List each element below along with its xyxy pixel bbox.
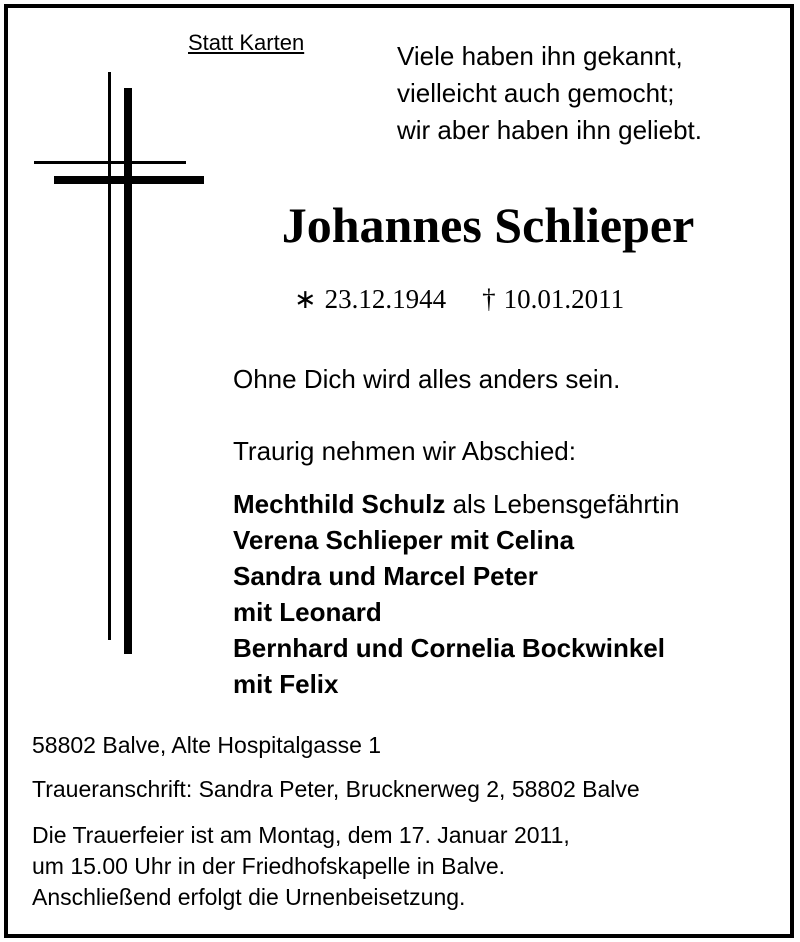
death-cross-icon: † <box>482 284 496 314</box>
mourner-line <box>233 594 680 630</box>
cross-thin-horizontal <box>34 161 186 164</box>
quote-line: wir aber haben ihn geliebt. <box>397 115 702 145</box>
mourner-line <box>233 522 680 558</box>
deceased-name: Johannes Schlieper <box>281 197 695 253</box>
mourner-name: mit Leonard <box>233 597 382 627</box>
cross-thick-vertical <box>124 88 132 654</box>
mourner-name: Mechthild Schulz <box>233 489 446 519</box>
cross-thin-vertical <box>108 72 111 640</box>
mourner-name: Verena Schlieper mit Celina <box>233 525 575 555</box>
mourner-line <box>233 486 680 522</box>
birth-date: 23.12.1944 <box>324 284 447 314</box>
mourner-name: Bernhard und Cornelia Bockwinkel <box>233 633 665 663</box>
quote <box>397 38 702 149</box>
motto: Ohne Dich wird alles anders sein. <box>233 364 621 394</box>
mourner-line <box>233 630 680 666</box>
quote-line: vielleicht auch gemocht; <box>397 78 675 108</box>
mourner-line <box>233 558 680 594</box>
mourner-name: mit Felix <box>233 669 339 699</box>
death-date: 10.01.2011 <box>503 284 625 314</box>
mourner-line <box>233 666 680 702</box>
statt-karten-label: Statt Karten <box>188 30 305 55</box>
ceremony-line: um 15.00 Uhr in der Friedhofskapelle in Balve. <box>32 853 506 879</box>
mourner-name: Sandra und Marcel Peter <box>233 561 538 591</box>
mourner-relation: als Lebensgefährtin <box>445 489 680 519</box>
ceremony-line: Anschließend erfolgt die Urnenbeisetzung. <box>32 884 466 910</box>
birth-star-icon: ∗ <box>294 284 317 314</box>
mourning-intro: Traurig nehmen wir Abschied: <box>233 436 576 466</box>
mourners-list <box>233 486 680 702</box>
ceremony-line: Die Trauerfeier ist am Montag, dem 17. Januar 2011, <box>32 822 570 848</box>
home-address: 58802 Balve, Alte Hospitalgasse 1 <box>32 732 382 758</box>
deceased-name-row <box>0 196 800 254</box>
life-dates <box>294 284 624 315</box>
ceremony-info <box>32 820 570 913</box>
cross-thick-horizontal <box>54 176 204 184</box>
mourning-address: Traueranschrift: Sandra Peter, Brucknerweg 2, 58802 Balve <box>32 776 640 802</box>
quote-line: Viele haben ihn gekannt, <box>397 41 683 71</box>
